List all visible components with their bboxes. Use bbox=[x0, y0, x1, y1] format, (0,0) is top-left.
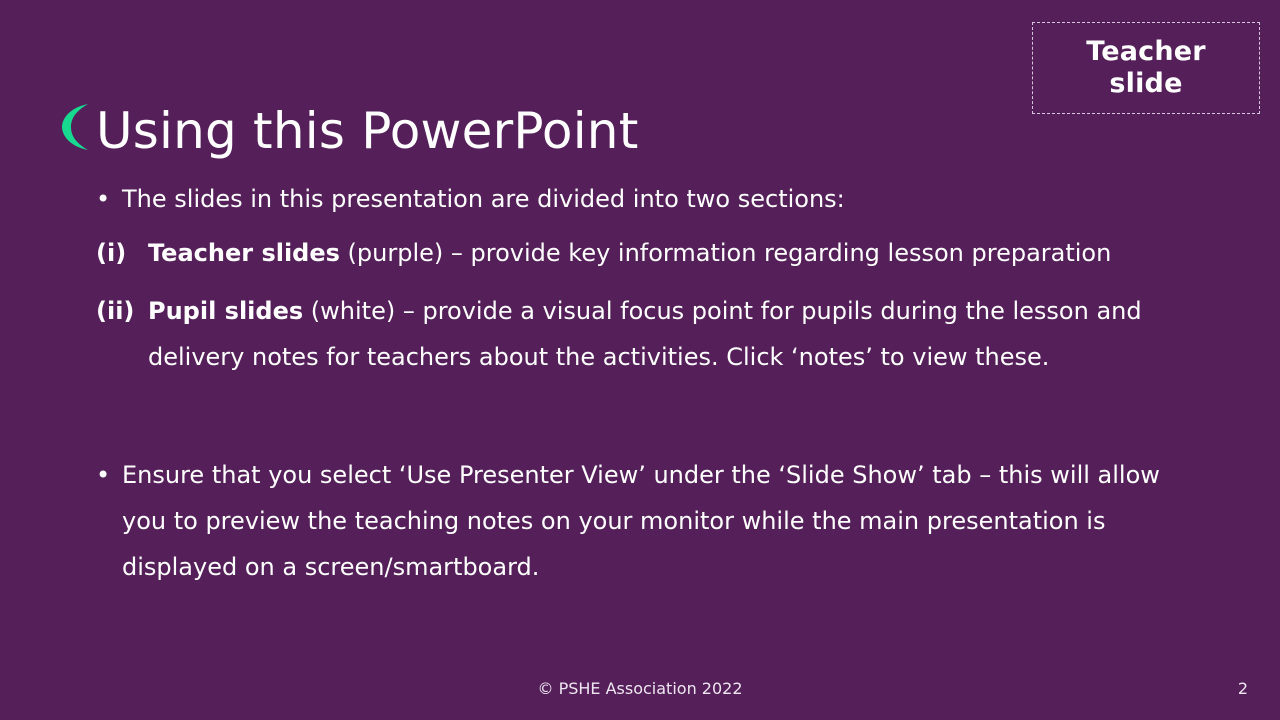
slide-body bbox=[96, 182, 1206, 590]
closing-bullet-text: Ensure that you select ‘Use Presenter View’ under the ‘Slide Show’ tab – this will allow you to preview the teaching notes on your monitor while the main presentation is displayed on a screen/smartboard. bbox=[122, 461, 1160, 581]
list-item-rest: (white) – provide a visual focus point for pupils during the lesson and delivery notes for teachers about the activities. Click ‘notes’ to view these. bbox=[148, 297, 1142, 371]
footer-copyright: © PSHE Association 2022 bbox=[537, 679, 743, 698]
content-spacer bbox=[96, 392, 1206, 452]
list-item-lead: Pupil slides bbox=[148, 297, 304, 325]
list-item-text bbox=[148, 288, 1178, 380]
crescent-accent-icon bbox=[58, 100, 92, 154]
intro-bullet-text: The slides in this presentation are divided into two sections: bbox=[122, 185, 845, 213]
teacher-slide-badge bbox=[1032, 22, 1260, 114]
bullet-marker-icon: • bbox=[96, 461, 111, 489]
list-item-lead: Teacher slides bbox=[148, 239, 340, 267]
list-item-text bbox=[148, 230, 1111, 276]
intro-bullet bbox=[96, 182, 1206, 216]
badge-line-2: slide bbox=[1109, 68, 1183, 99]
page-number: 2 bbox=[1237, 679, 1248, 698]
page-title: Using this PowerPoint bbox=[96, 101, 639, 160]
closing-bullet bbox=[96, 452, 1206, 590]
list-item-marker: (ii) bbox=[96, 297, 135, 325]
badge-line-1: Teacher bbox=[1086, 36, 1206, 68]
list-item bbox=[96, 288, 1206, 380]
list-item-marker: (i) bbox=[96, 239, 127, 267]
bullet-marker-icon: • bbox=[96, 185, 111, 213]
list-item bbox=[96, 230, 1206, 276]
list-item-rest: (purple) – provide key information regarding lesson preparation bbox=[339, 239, 1112, 267]
